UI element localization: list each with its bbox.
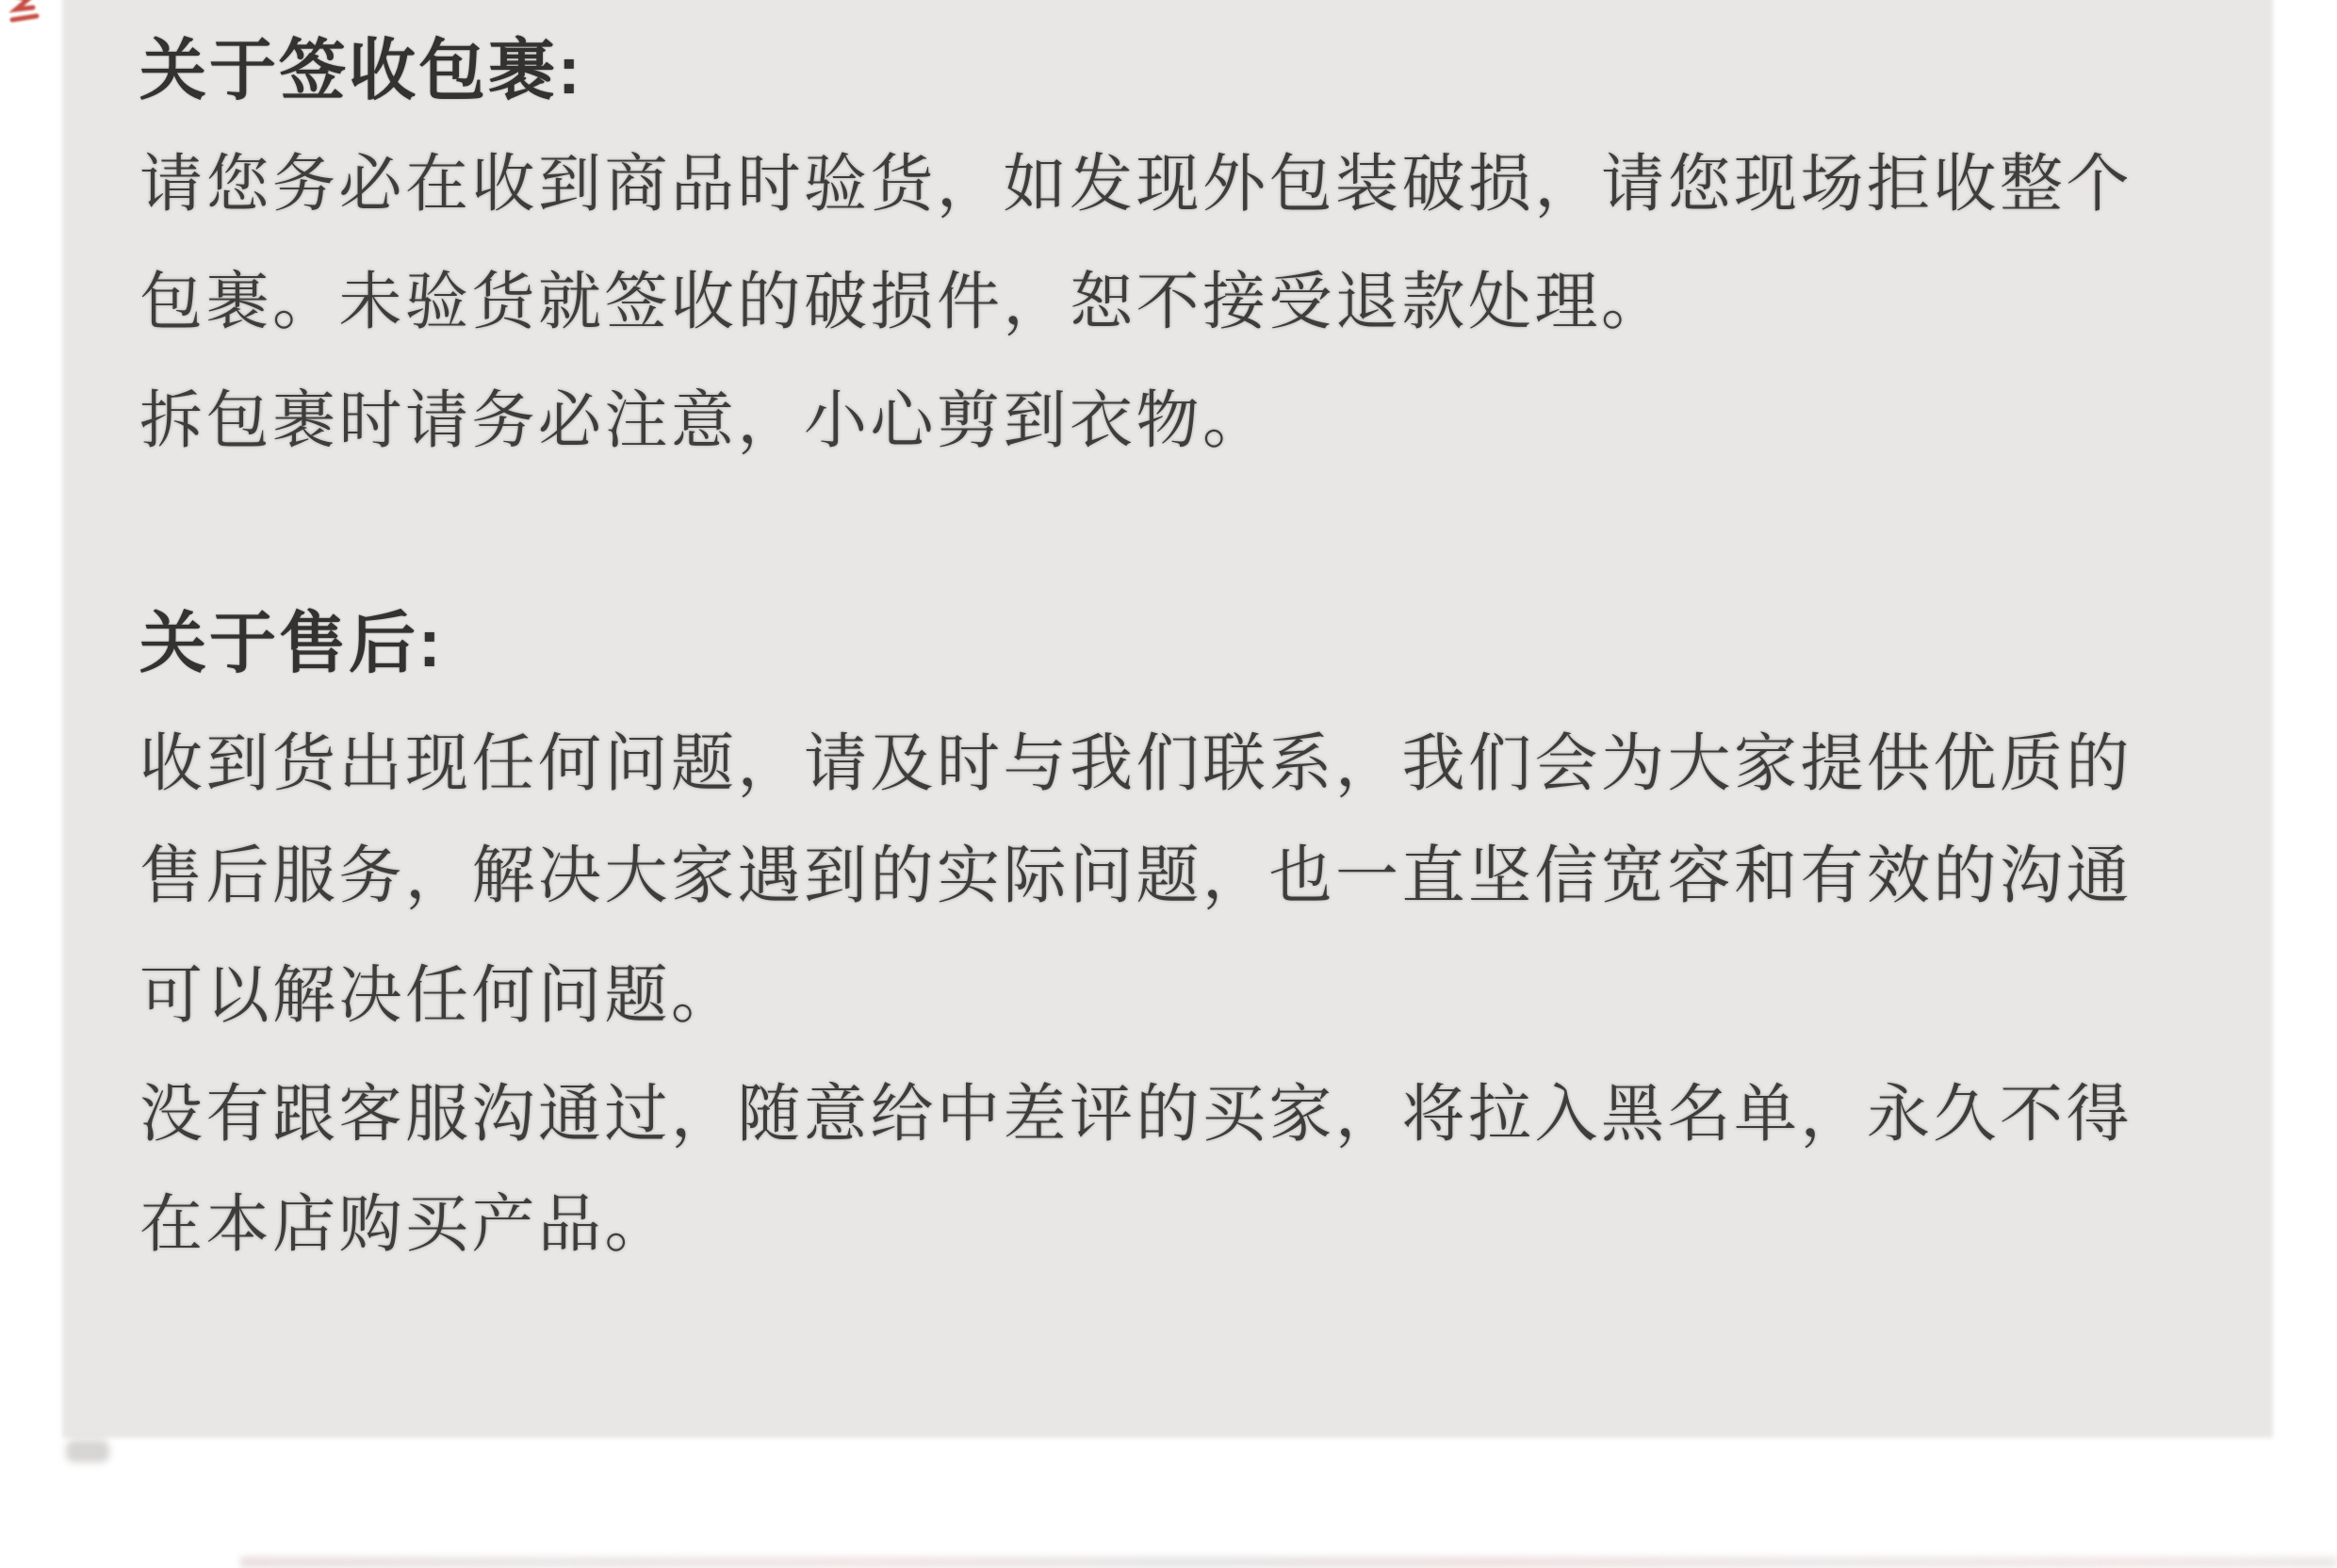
notice-line: 在本店购买产品。	[139, 1189, 671, 1260]
notice-line: 收到货出现任何问题，请及时与我们联系，我们会为大家提供优质的	[139, 728, 2133, 799]
section-heading-package-receipt: 关于签收包裹:	[139, 34, 583, 108]
section-heading-after-sales: 关于售后:	[139, 607, 444, 681]
next-section-cutoff-strip	[240, 1557, 2337, 1568]
notice-line: 可以解决任何问题。	[139, 960, 738, 1031]
notice-line: 请您务必在收到商品时验货，如发现外包装破损，请您现场拒收整个	[139, 149, 2133, 220]
notice-line: 售后服务，解决大家遇到的实际问题，也一直坚信宽容和有效的沟通	[139, 841, 2133, 911]
notice-line: 拆包裹时请务必注意，小心剪到衣物。	[139, 385, 1269, 456]
notice-line: 没有跟客服沟通过，随意给中差评的买家，将拉入黑名单，永久不得	[139, 1079, 2133, 1150]
panel-bottom-artifact	[66, 1440, 109, 1462]
notice-line: 包裹。未验货就签收的破损件，恕不接受退款处理。	[139, 267, 1668, 337]
